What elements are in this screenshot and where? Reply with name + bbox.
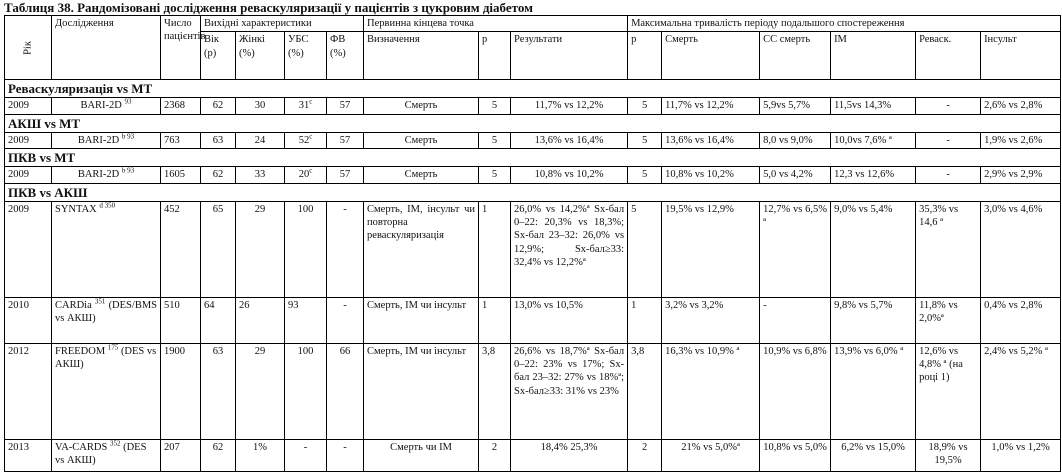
cell-year: 2012 xyxy=(5,343,52,439)
cell-stroke: 0,4% vs 2,8% xyxy=(981,297,1061,343)
cell-age: 63 xyxy=(201,343,236,439)
cell-p: 1 xyxy=(479,297,511,343)
ubs-note: c xyxy=(309,132,313,141)
study-subtitle: (DES/BMS vs АКШ) xyxy=(55,299,157,325)
cell-p: 1 xyxy=(479,201,511,297)
cell-ubs: - xyxy=(285,439,327,471)
table-row xyxy=(5,98,1061,114)
cell-stroke: 1,0% vs 1,2% xyxy=(981,439,1061,471)
cell-definition: Смерть, ІМ чи інсульт xyxy=(364,343,479,439)
header-cv-death: СС смерть xyxy=(760,32,831,80)
study-name: BARI-2D xyxy=(77,134,120,146)
table-caption: Таблиця 38. Рандомізовані дослідження реваскуляризації у пацієнтів з цукровим діабетом xyxy=(4,0,533,15)
cell-p: 5 xyxy=(479,98,511,114)
cell-women: 26 xyxy=(236,297,285,343)
cell-patients: 2368 xyxy=(161,98,201,114)
cell-results: 18,4% 25,3% xyxy=(511,439,628,471)
table-row xyxy=(5,343,1061,439)
cell-followup-p: 5 xyxy=(628,98,662,114)
cell-patients: 452 xyxy=(161,201,201,297)
cell-year: 2009 xyxy=(5,167,52,183)
study-ref: b 93 xyxy=(121,132,135,141)
cell-ubs: 100 xyxy=(285,201,327,297)
cell-study xyxy=(52,439,161,471)
group-heading: АКШ vs МТ xyxy=(5,114,1061,132)
cell-ef: - xyxy=(327,297,364,343)
cell-revasc: 11,8% vs 2,0%ª xyxy=(916,297,981,343)
cell-age: 62 xyxy=(201,98,236,114)
cell-stroke: 2,6% vs 2,8% xyxy=(981,98,1061,114)
study-subtitle: (DES vs АКШ) xyxy=(55,441,147,467)
cell-ef: - xyxy=(327,439,364,471)
cell-ubs xyxy=(285,132,327,148)
cell-ef: 57 xyxy=(327,167,364,183)
cell-death: 16,3% vs 10,9% ª xyxy=(662,343,760,439)
cell-results: 11,7% vs 12,2% xyxy=(511,98,628,114)
header-women: Жінкі (%) xyxy=(236,32,285,80)
cell-results: 26,6% vs 18,7%ª Sx-бал 0–22: 23% vs 17%; Sx-бал 23–32: 27% vs 18%ª; Sx-бал≥33: 31% vs 23% xyxy=(511,343,628,439)
cell-death: 10,8% vs 10,2% xyxy=(662,167,760,183)
header-year-label: Рік xyxy=(22,40,34,55)
cell-definition: Смерть xyxy=(364,167,479,183)
study-name: CARDia xyxy=(55,299,92,311)
cell-cv-death: 5,9vs 5,7% xyxy=(760,98,831,114)
study-name: BARI-2D xyxy=(80,100,122,112)
cell-revasc: - xyxy=(916,167,981,183)
cell-death: 13,6% vs 16,4% xyxy=(662,132,760,148)
cell-women: 33 xyxy=(236,167,285,183)
header-followup-p: р xyxy=(628,32,662,80)
cell-results: 13,0% vs 10,5% xyxy=(511,297,628,343)
cell-mi: 9,0% vs 5,4% xyxy=(831,201,916,297)
cell-stroke: 2,9% vs 2,9% xyxy=(981,167,1061,183)
group-heading: ПКВ vs АКШ xyxy=(5,183,1061,201)
study-subtitle: (DES vs АКШ) xyxy=(55,345,157,371)
study-name: SYNTAX xyxy=(55,203,97,215)
group-heading: ПКВ vs МТ xyxy=(5,149,1061,167)
cell-mi: 13,9% vs 6,0% ª xyxy=(831,343,916,439)
cell-revasc: 35,3% vs 14,6 ª xyxy=(916,201,981,297)
cell-death: 19,5% vs 12,9% xyxy=(662,201,760,297)
header-revasc: Реваск. xyxy=(916,32,981,80)
cell-study xyxy=(52,167,161,183)
cell-death: 11,7% vs 12,2% xyxy=(662,98,760,114)
header-primary-endpoint: Первинна кінцева точка xyxy=(364,16,628,32)
cell-women: 1% xyxy=(236,439,285,471)
cell-mi: 9,8% vs 5,7% xyxy=(831,297,916,343)
header-baseline: Вихідні характеристики xyxy=(201,16,364,32)
cell-age: 62 xyxy=(201,439,236,471)
study-ref: 351 xyxy=(94,297,106,306)
cell-results: 10,8% vs 10,2% xyxy=(511,167,628,183)
study-ref: b 93 xyxy=(121,166,135,175)
cell-revasc: - xyxy=(916,132,981,148)
cell-year: 2013 xyxy=(5,439,52,471)
cell-cv-death: 12,7% vs 6,5% ª xyxy=(760,201,831,297)
table-row xyxy=(5,167,1061,183)
header-ef: ФВ (%) xyxy=(327,32,364,80)
cell-death: 3,2% vs 3,2% xyxy=(662,297,760,343)
cell-women: 24 xyxy=(236,132,285,148)
cell-ubs xyxy=(285,98,327,114)
study-name: BARI-2D xyxy=(77,169,120,181)
cell-death: 21% vs 5,0%ª xyxy=(662,439,760,471)
study-name: FREEDOM xyxy=(55,345,106,357)
header-death: Смерть xyxy=(662,32,760,80)
ubs-value: 52 xyxy=(298,134,310,146)
cell-cv-death: 5,0 vs 4,2% xyxy=(760,167,831,183)
header-p: р xyxy=(479,32,511,80)
header-age: Вік (р) xyxy=(201,32,236,80)
cell-patients: 207 xyxy=(161,439,201,471)
cell-ubs: 100 xyxy=(285,343,327,439)
header-ubs: УБС (%) xyxy=(285,32,327,80)
cell-followup-p: 5 xyxy=(628,201,662,297)
cell-definition: Смерть xyxy=(364,98,479,114)
cell-ef: - xyxy=(327,201,364,297)
cell-ubs: 93 xyxy=(285,297,327,343)
cell-mi: 12,3 vs 12,6% xyxy=(831,167,916,183)
cell-age: 62 xyxy=(201,167,236,183)
cell-ubs xyxy=(285,167,327,183)
cell-followup-p: 3,8 xyxy=(628,343,662,439)
ubs-note: c xyxy=(309,97,313,106)
cell-patients: 763 xyxy=(161,132,201,148)
header-results: Результати xyxy=(511,32,628,80)
header-year xyxy=(5,16,52,80)
header-patients: Число пацієнтів xyxy=(161,16,201,80)
cell-study xyxy=(52,297,161,343)
cell-definition: Смерть, ІМ чи інсульт xyxy=(364,297,479,343)
table-row xyxy=(5,201,1061,297)
cell-mi: 6,2% vs 15,0% xyxy=(831,439,916,471)
cell-p: 5 xyxy=(479,167,511,183)
cell-definition: Смерть чи ІМ xyxy=(364,439,479,471)
cell-patients: 510 xyxy=(161,297,201,343)
cell-ef: 66 xyxy=(327,343,364,439)
table-row xyxy=(5,297,1061,343)
group-heading: Реваскуляризація vs МТ xyxy=(5,80,1061,98)
cell-year: 2009 xyxy=(5,98,52,114)
study-name: VA-CARDS xyxy=(55,441,108,453)
cell-followup-p: 5 xyxy=(628,132,662,148)
cell-cv-death: 10,8% vs 5,0% xyxy=(760,439,831,471)
ubs-value: 20 xyxy=(298,169,310,181)
study-ref: 93 xyxy=(124,97,132,106)
cell-patients: 1900 xyxy=(161,343,201,439)
header-definition: Визначення xyxy=(364,32,479,80)
header-followup: Максимальна тривалість періоду подальшого спостереження xyxy=(628,16,1061,32)
cell-ef: 57 xyxy=(327,132,364,148)
cell-study xyxy=(52,343,161,439)
cell-cv-death: 10,9% vs 6,8% xyxy=(760,343,831,439)
cell-followup-p: 1 xyxy=(628,297,662,343)
cell-definition: Смерть, ІМ, інсульт чи повторна реваскуляризація xyxy=(364,201,479,297)
header-stroke: Інсульт xyxy=(981,32,1061,80)
cell-followup-p: 5 xyxy=(628,167,662,183)
table-row xyxy=(5,132,1061,148)
cell-age: 63 xyxy=(201,132,236,148)
cell-stroke: 1,9% vs 2,6% xyxy=(981,132,1061,148)
study-ref: 175 xyxy=(107,343,119,352)
cell-p: 2 xyxy=(479,439,511,471)
study-ref: 352 xyxy=(109,439,121,448)
cell-revasc: 12,6% vs 4,8% ª (на році 1) xyxy=(916,343,981,439)
cell-women: 30 xyxy=(236,98,285,114)
cell-mi: 10,0vs 7,6% ª xyxy=(831,132,916,148)
cell-patients: 1605 xyxy=(161,167,201,183)
revascularization-table xyxy=(4,15,1061,472)
header-study: Дослідження xyxy=(52,16,161,80)
table-row xyxy=(5,439,1061,471)
cell-followup-p: 2 xyxy=(628,439,662,471)
cell-women: 29 xyxy=(236,201,285,297)
header-mi: ІМ xyxy=(831,32,916,80)
cell-stroke: 3,0% vs 4,6% xyxy=(981,201,1061,297)
cell-study xyxy=(52,132,161,148)
study-ref: d 350 xyxy=(99,201,116,210)
ubs-value: 31 xyxy=(298,100,310,112)
cell-definition: Смерть xyxy=(364,132,479,148)
cell-cv-death: 8,0 vs 9,0% xyxy=(760,132,831,148)
cell-mi: 11,5vs 14,3% xyxy=(831,98,916,114)
cell-age: 65 xyxy=(201,201,236,297)
cell-p: 3,8 xyxy=(479,343,511,439)
cell-revasc: - xyxy=(916,98,981,114)
cell-ef: 57 xyxy=(327,98,364,114)
cell-stroke: 2,4% vs 5,2% ª xyxy=(981,343,1061,439)
cell-revasc: 18,9% vs 19,5% xyxy=(916,439,981,471)
cell-cv-death: - xyxy=(760,297,831,343)
cell-study xyxy=(52,98,161,114)
cell-year: 2010 xyxy=(5,297,52,343)
cell-results: 13,6% vs 16,4% xyxy=(511,132,628,148)
cell-p: 5 xyxy=(479,132,511,148)
cell-results: 26,0% vs 14,2%ª Sx-бал 0–22: 20,3% vs 18,3%; Sx-бал 23–32: 26,0% vs 12,9%; Sx-бал≥33: 32,4% vs 12,2%ª xyxy=(511,201,628,297)
cell-age: 64 xyxy=(201,297,236,343)
cell-women: 29 xyxy=(236,343,285,439)
cell-study xyxy=(52,201,161,297)
cell-year: 2009 xyxy=(5,132,52,148)
cell-year: 2009 xyxy=(5,201,52,297)
ubs-note: c xyxy=(309,166,313,175)
